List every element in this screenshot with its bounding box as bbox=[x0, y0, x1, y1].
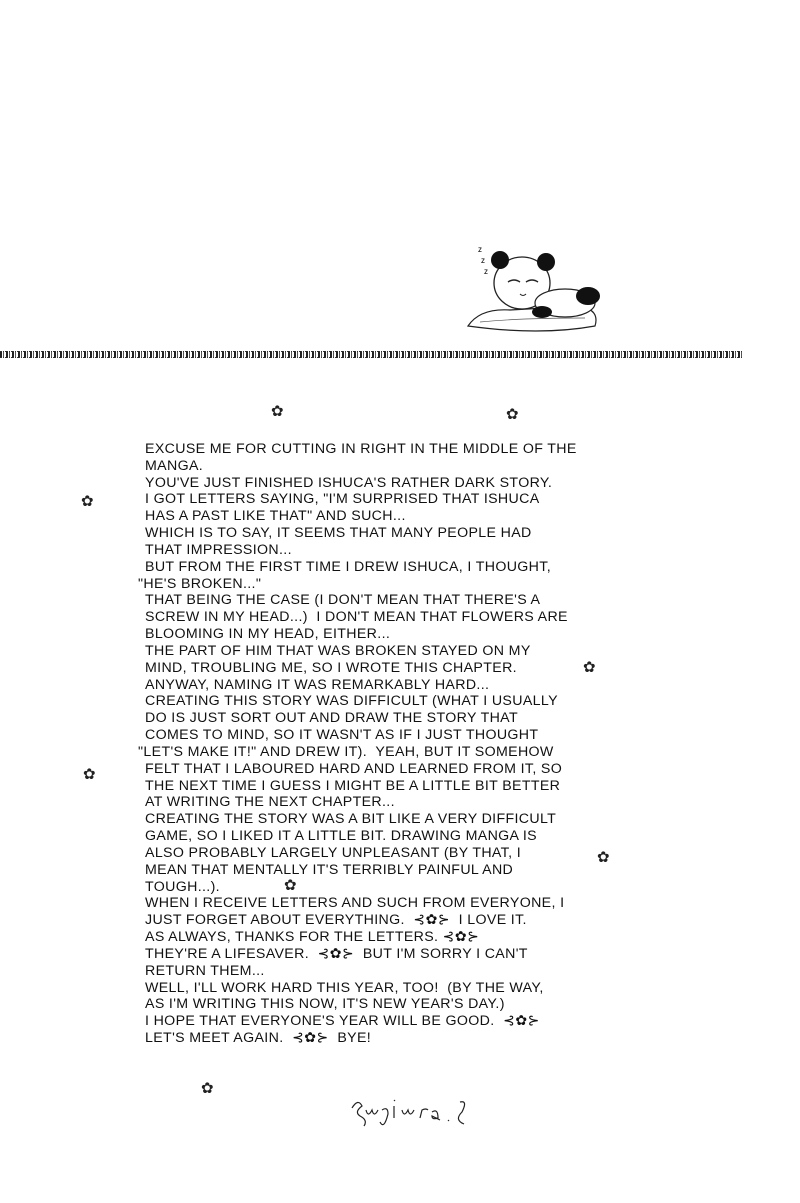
text-line: ALSO PROBABLY LARGELY UNPLEASANT (BY THAT, I bbox=[145, 844, 522, 861]
text-line: CREATING THIS STORY WAS DIFFICULT (WHAT I USUALLY bbox=[145, 693, 558, 710]
text-line: THAT BEING THE CASE (I DON'T MEAN THAT THERE'S A bbox=[145, 592, 541, 609]
svg-text:z: z bbox=[484, 267, 488, 276]
flower-icon: ✿ bbox=[83, 766, 96, 783]
text-line: DO IS JUST SORT OUT AND DRAW THE STORY THAT bbox=[145, 710, 518, 727]
sleeping-panda-illustration bbox=[460, 238, 610, 338]
text-line: AS I'M WRITING THIS NOW, IT'S NEW YEAR'S DAY.) bbox=[145, 996, 505, 1013]
text-line: WELL, I'LL WORK HARD THIS YEAR, TOO! (BY THE WAY, bbox=[145, 979, 544, 996]
text-line: WHICH IS TO SAY, IT SEEMS THAT MANY PEOPLE HAD bbox=[145, 525, 532, 542]
text-line: I HOPE THAT EVERYONE'S YEAR WILL BE GOOD. ⊰✿⊱ bbox=[145, 1013, 540, 1030]
text-line: EXCUSE ME FOR CUTTING IN RIGHT IN THE MIDDLE OF THE bbox=[145, 441, 577, 457]
flower-icon: ✿ bbox=[583, 659, 596, 676]
author-signature bbox=[348, 1088, 478, 1133]
text-line: I GOT LETTERS SAYING, "I'M SURPRISED THAT ISHUCA bbox=[145, 491, 540, 508]
text-line: ANYWAY, NAMING IT WAS REMARKABLY HARD... bbox=[145, 676, 490, 693]
text-line: MEAN THAT MENTALLY IT'S TERRIBLY PAINFUL AND bbox=[145, 861, 514, 878]
flower-icon: ✿ bbox=[284, 877, 297, 894]
text-line: FELT THAT I LABOURED HARD AND LEARNED FROM IT, SO bbox=[145, 760, 563, 777]
text-line: GAME, SO I LIKED IT A LITTLE BIT. DRAWING MANGA IS bbox=[145, 828, 537, 845]
text-line: COMES TO MIND, SO IT WASN'T AS IF I JUST THOUGHT bbox=[145, 727, 539, 744]
text-line: HAS A PAST LIKE THAT" AND SUCH... bbox=[145, 508, 406, 525]
text-line: WHEN I RECEIVE LETTERS AND SUCH FROM EVERYONE, I bbox=[145, 895, 565, 912]
text-line: RETURN THEM... bbox=[145, 962, 265, 979]
text-line: TOUGH...). bbox=[145, 878, 220, 895]
text-line: THE PART OF HIM THAT WAS BROKEN STAYED ON MY bbox=[145, 642, 531, 659]
text-line: CREATING THE STORY WAS A BIT LIKE A VERY DIFFICULT bbox=[145, 811, 557, 828]
flower-icon: ✿ bbox=[271, 403, 284, 420]
text-line: THE NEXT TIME I GUESS I MIGHT BE A LITTLE BIT BETTER bbox=[145, 777, 561, 794]
flower-icon: ✿ bbox=[597, 849, 610, 866]
text-line: SCREW IN MY HEAD...) I DON'T MEAN THAT FLOWERS ARE bbox=[145, 609, 568, 626]
afterword-text bbox=[138, 441, 577, 1047]
text-line: BUT FROM THE FIRST TIME I DREW ISHUCA, I THOUGHT, bbox=[145, 558, 552, 575]
text-line: JUST FORGET ABOUT EVERYTHING. ⊰✿⊱ I LOVE IT. bbox=[145, 912, 527, 929]
text-line: "HE'S BROKEN..." bbox=[138, 575, 262, 592]
svg-text:z: z bbox=[478, 245, 482, 254]
text-line: THEY'RE A LIFESAVER. ⊰✿⊱ BUT I'M SORRY I CAN'T bbox=[145, 945, 528, 962]
text-line: AS ALWAYS, THANKS FOR THE LETTERS. ⊰✿⊱ bbox=[145, 929, 480, 946]
flower-icon: ✿ bbox=[201, 1080, 214, 1097]
text-line: YOU'VE JUST FINISHED ISHUCA'S RATHER DARK STORY. bbox=[145, 474, 553, 491]
text-line: MIND, TROUBLING ME, SO I WROTE THIS CHAPTER. bbox=[145, 659, 517, 676]
flower-icon: ✿ bbox=[81, 493, 94, 510]
text-line: LET'S MEET AGAIN. ⊰✿⊱ BYE! bbox=[145, 1029, 372, 1046]
text-line: THAT IMPRESSION... bbox=[145, 541, 292, 558]
text-line: BLOOMING IN MY HEAD, EITHER... bbox=[145, 626, 391, 643]
flower-icon: ✿ bbox=[506, 406, 519, 423]
text-line: "LET'S MAKE IT!" AND DREW IT). YEAH, BUT IT SOMEHOW bbox=[138, 743, 554, 760]
svg-text:z: z bbox=[481, 256, 485, 265]
text-line: MANGA. bbox=[145, 457, 204, 474]
text-line: AT WRITING THE NEXT CHAPTER... bbox=[145, 794, 395, 811]
decorative-divider bbox=[0, 351, 742, 358]
